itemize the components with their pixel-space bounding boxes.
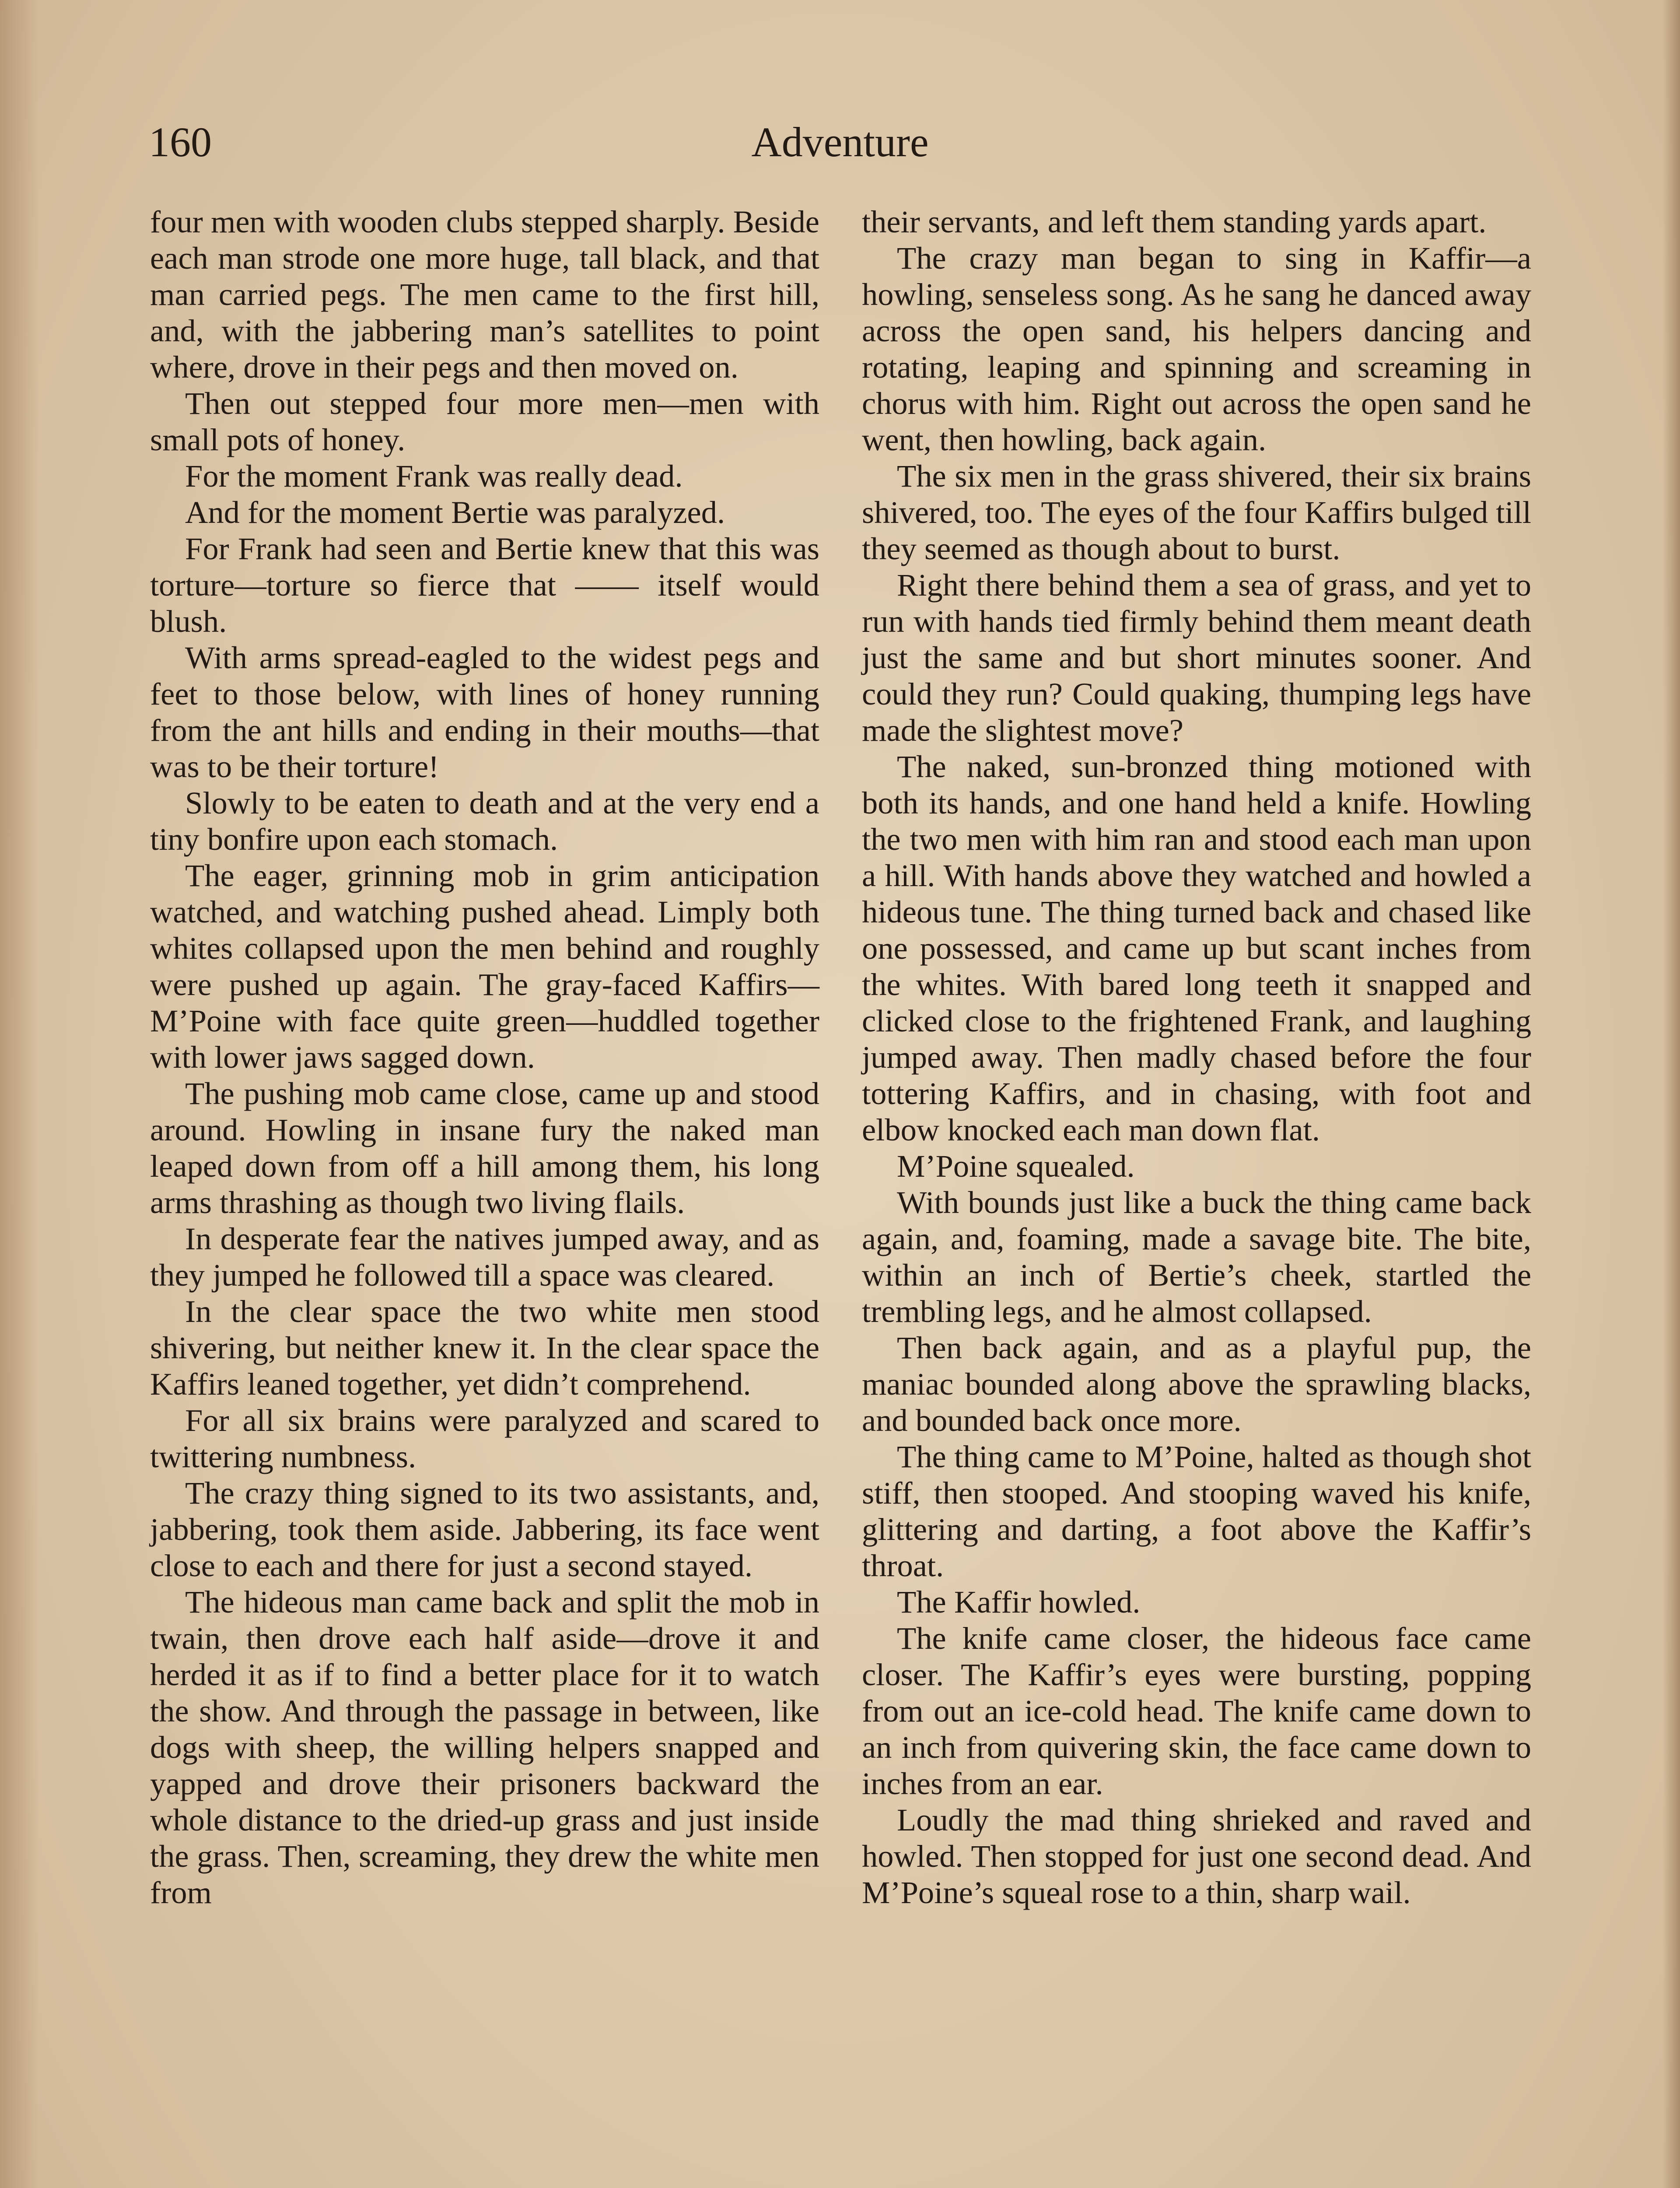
paragraph: For all six brains were paralyzed and scared to twittering numbness.	[150, 1403, 819, 1474]
paragraph: In the clear space the two white men stood shivering, but neither knew it. In the clear space the Kaffirs leaned together, yet didn’t comprehend.	[150, 1294, 819, 1402]
paragraph: For the moment Frank was really dead.	[185, 458, 683, 494]
paragraph: Loudly the mad thing shrieked and raved and howled. Then stopped for just one second dead. And M’Poine’s squeal rose to a thin, sharp wail.	[862, 1802, 1531, 1910]
paragraph: four men with wooden clubs stepped sharply. Beside each man strode one more huge, tall black, and that man carried pegs. The men came to the first hill, and, with the jabbering man’s satellites to point where, drove in their pegs and then moved on.	[150, 204, 819, 385]
paragraph: In desperate fear the natives jumped away, and as they jumped he followed till a space was cleared.	[150, 1221, 819, 1293]
paragraph: The knife came closer, the hideous face came closer. The Kaffir’s eyes were bursting, popping from out an ice-cold head. The knife came down to an inch from quivering skin, the face came down to inches from an ear.	[862, 1620, 1531, 1801]
paragraph: The crazy man began to sing in Kaffir—a howling, senseless song. As he sang he danced away across the open sand, his helpers dancing and rotating, leaping and spinning and screaming in chorus with him. Right out across the open sand he went, then howling, back again.	[862, 240, 1531, 457]
paragraph: their servants, and left them standing yards apart.	[862, 204, 1487, 239]
page-number: 160	[149, 119, 212, 165]
paragraph: The naked, sun-bronzed thing motioned with both its hands, and one hand held a knife. Howling the two men with him ran and stood each man upon a hill. With hands above they watched and howled a hideous tune. The thing turned back and chased like one possessed, and came up but scant inches from the whites. With bared long teeth it snapped and clicked close to the frightened Frank, and laughing jumped away. Then madly chased before the four tottering Kaffirs, and in chasing, with foot and elbow knocked each man down flat.	[862, 749, 1531, 1147]
paragraph: Then back again, and as a playful pup, the maniac bounded along above the sprawling blacks, and bounded back once more.	[862, 1330, 1531, 1438]
page-edge-shadow-right	[1662, 0, 1680, 2188]
paragraph: Then out stepped four more men—men with small pots of honey.	[150, 386, 819, 457]
paragraph: For Frank had seen and Bertie knew that this was torture—torture so fierce that —— itself would blush.	[150, 531, 819, 639]
paragraph: The thing came to M’Poine, halted as though shot stiff, then stooped. And stooping waved his knife, glittering and darting, a foot above the Kaffir’s throat.	[862, 1439, 1531, 1583]
paragraph: The six men in the grass shivered, their six brains shivered, too. The eyes of the four Kaffirs bulged till they seemed as though about to burst.	[862, 458, 1531, 566]
right-text-column	[862, 203, 1531, 1911]
paragraph: The Kaffir howled.	[897, 1584, 1141, 1620]
page-edge-shadow-left	[0, 0, 39, 2188]
paragraph: The hideous man came back and split the mob in twain, then drove each half aside—drove it and herded it as if to find a better place for it to watch the show. And through the passage in between, like dogs with sheep, the willing helpers snapped and yapped and drove their prisoners backward the whole distance to the dried-up grass and just inside the grass. Then, screaming, they drew the white men from	[150, 1584, 819, 1910]
paragraph: The crazy thing signed to its two assistants, and, jabbering, took them aside. Jabbering, its face went close to each and there for just a second stayed.	[150, 1475, 819, 1583]
paragraph: With bounds just like a buck the thing came back again, and, foaming, made a savage bite. The bite, within an inch of Bertie’s cheek, startled the trembling legs, and he almost collapsed.	[862, 1185, 1531, 1329]
paragraph: Slowly to be eaten to death and at the very end a tiny bonfire upon each stomach.	[150, 785, 819, 857]
paragraph: M’Poine squealed.	[897, 1148, 1135, 1184]
paragraph: And for the moment Bertie was paralyzed.	[185, 494, 725, 530]
running-head: Adventure	[751, 119, 929, 165]
left-text-column	[150, 203, 819, 1911]
paragraph: Right there behind them a sea of grass, and yet to run with hands tied firmly behind them meant death just the same and but short minutes sooner. And could they run? Could quaking, thumping legs have made the slightest move?	[862, 567, 1531, 748]
paragraph: With arms spread-eagled to the widest pegs and feet to those below, with lines of honey running from the ant hills and ending in their mouths—that was to be their torture!	[150, 640, 819, 784]
page-header	[149, 109, 1531, 175]
paragraph: The eager, grinning mob in grim anticipation watched, and watching pushed ahead. Limply both whites collapsed upon the men behind and roughly were pushed up again. The gray-faced Kaffirs—M’Poine with face quite green—huddled together with lower jaws sagged down.	[150, 858, 819, 1075]
paragraph: The pushing mob came close, came up and stood around. Howling in insane fury the naked man leaped down from off a hill among them, his long arms thrashing as though two living flails.	[150, 1076, 819, 1220]
